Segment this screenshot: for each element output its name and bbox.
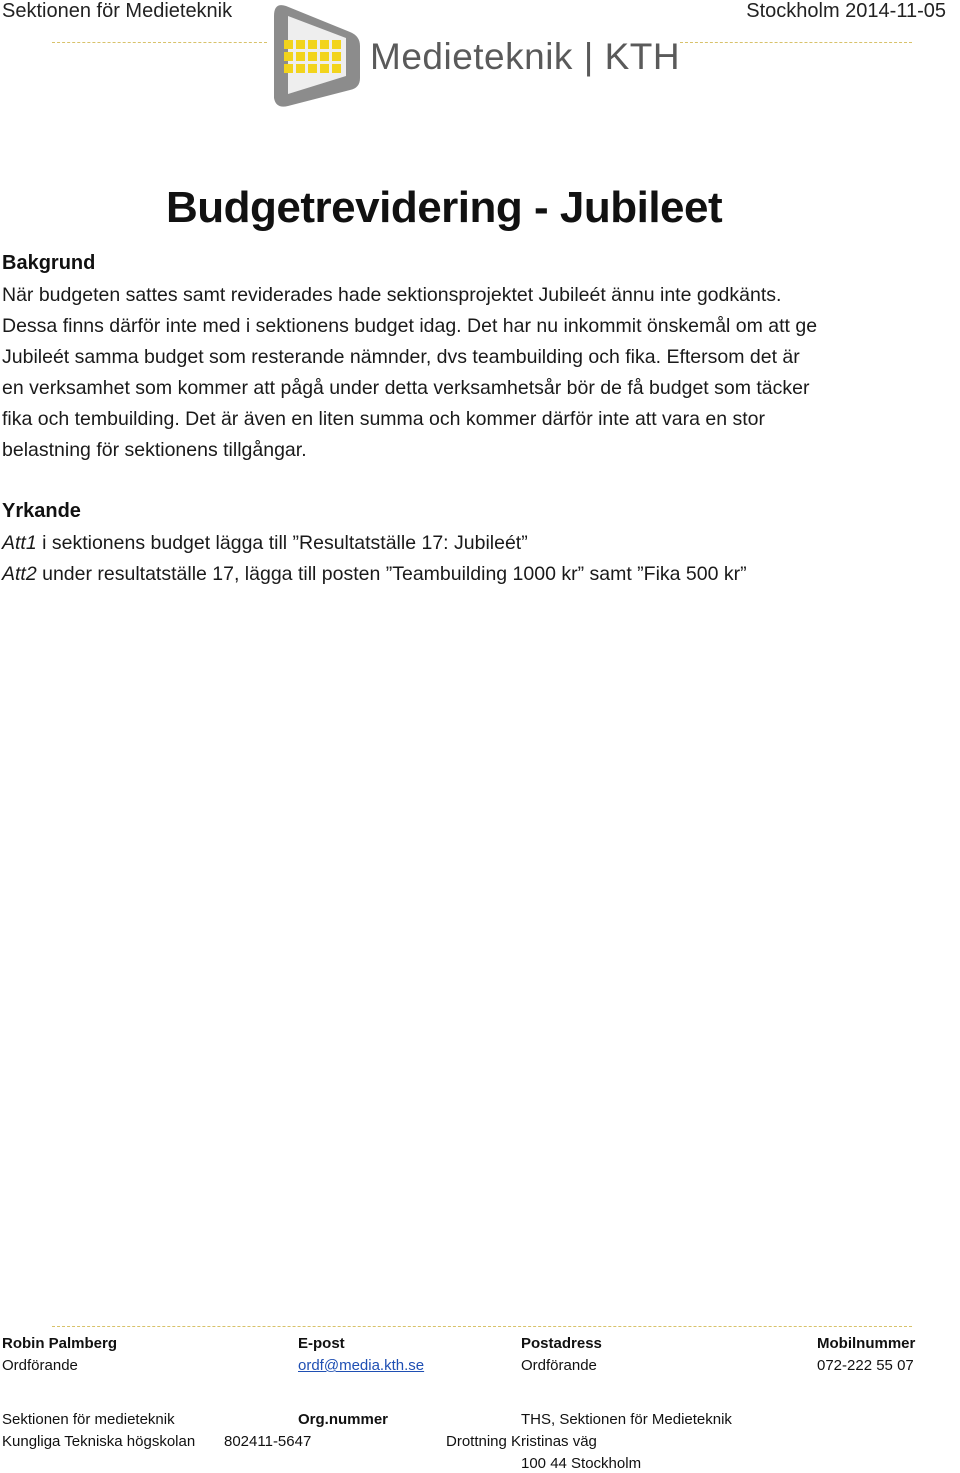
footer-name: Robin Palmberg bbox=[2, 1335, 118, 1352]
background-paragraph bbox=[2, 280, 817, 466]
footer-address-line1: THS, Sektionen för Medieteknik bbox=[521, 1411, 732, 1428]
header-rule-left bbox=[52, 42, 267, 43]
background-line: Dessa finns därför inte med i sektionens budget idag. Det har nu inkommit önskemål om att ge bbox=[2, 315, 818, 337]
header-organization: Sektionen för Medieteknik bbox=[2, 0, 233, 22]
footer-role: Ordförande bbox=[2, 1357, 78, 1374]
footer-rule bbox=[52, 1326, 912, 1327]
att2-text: under resultatställe 17, lägga till posten ”Teambuilding 1000 kr” samt ”Fika 500 kr” bbox=[36, 563, 747, 585]
claim-att1 bbox=[2, 528, 747, 559]
footer-orgnr-label: Org.nummer bbox=[298, 1411, 389, 1428]
background-heading: Bakgrund bbox=[2, 252, 96, 274]
footer-address-line3: 100 44 Stockholm bbox=[521, 1455, 642, 1472]
header-rule-right bbox=[680, 42, 912, 43]
background-line: När budgeten sattes samt reviderades hade sektionsprojektet Jubileét ännu inte godkänts. bbox=[2, 284, 782, 306]
background-line: fika och tembuilding. Det är även en liten summa och kommer därför inte att vara en stor bbox=[2, 408, 766, 430]
footer-postal-value: Ordförande bbox=[521, 1357, 597, 1374]
footer-orgnr: 802411-5647 bbox=[224, 1433, 312, 1450]
logo-wordmark: Medieteknik | KTH bbox=[370, 36, 681, 77]
footer-email-link[interactable]: ordf@media.kth.se bbox=[298, 1357, 425, 1374]
background-line: Jubileét samma budget som resterande nämnder, dvs teambuilding och fika. Eftersom det är bbox=[2, 346, 800, 368]
background-line: belastning för sektionens tillgångar. bbox=[2, 439, 307, 461]
att2-label: Att2 bbox=[2, 563, 37, 585]
footer-university: Kungliga Tekniska högskolan bbox=[2, 1433, 196, 1450]
footer-postal-label: Postadress bbox=[521, 1335, 602, 1352]
footer-mobile-label: Mobilnummer bbox=[817, 1335, 916, 1352]
claim-paragraph bbox=[2, 528, 747, 590]
header-place-date: Stockholm 2014-11-05 bbox=[746, 0, 946, 22]
claim-heading: Yrkande bbox=[2, 500, 81, 522]
att1-label: Att1 bbox=[2, 532, 37, 554]
kth-media-logo-icon bbox=[268, 2, 368, 110]
document-title: Budgetrevidering - Jubileet bbox=[166, 183, 723, 232]
footer-mobile: 072-222 55 07 bbox=[817, 1357, 914, 1374]
claim-att2 bbox=[2, 559, 747, 590]
footer-section-name: Sektionen för medieteknik bbox=[2, 1411, 175, 1428]
att1-text: i sektionens budget lägga till ”Resultatställe 17: Jubileét” bbox=[36, 532, 528, 554]
footer-address-line2: Drottning Kristinas väg bbox=[446, 1433, 597, 1450]
footer-email-label: E-post bbox=[298, 1335, 345, 1352]
background-line: en verksamhet som kommer att pågå under detta verksamhetsår bör de få budget som täcker bbox=[2, 377, 810, 399]
